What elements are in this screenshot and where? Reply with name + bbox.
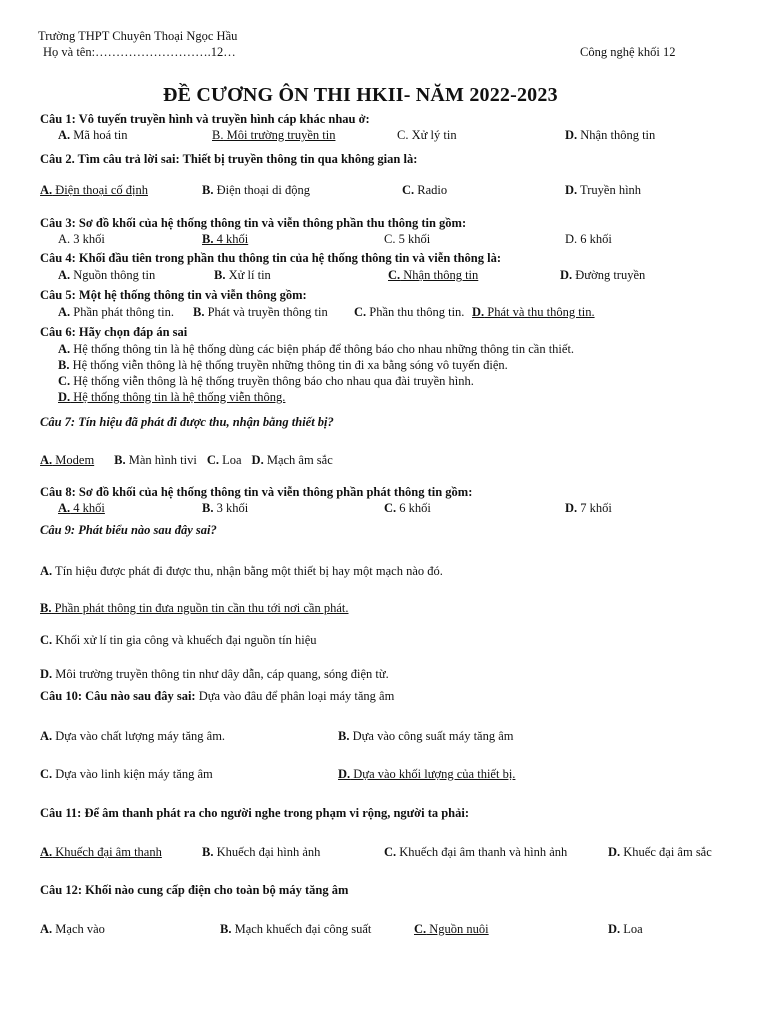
q8-option-b: B. 3 khối: [202, 501, 249, 515]
q5-option-a: A. Phần phát thông tin.: [58, 305, 174, 319]
q3-option-a: A. 3 khối: [58, 232, 105, 246]
question-9: Câu 9: Phát biểu nào sau đây sai?: [40, 523, 217, 537]
q4-option-a: A. Nguồn thông tin: [58, 268, 156, 282]
q10-option-a: A. Dựa vào chất lượng máy tăng âm.: [40, 729, 226, 743]
q9-option-b: B. Phần phát thông tin đưa nguồn tin cần thu tới nơi cần phát.: [40, 601, 349, 615]
question-1: Câu 1: Vô tuyến truyền hình và truyền hình cáp khác nhau ở:: [40, 112, 370, 126]
q5-option-c: C. Phần thu thông tin.: [354, 305, 465, 319]
q4-option-b: B. Xử lí tin: [214, 268, 271, 282]
q2-option-a: A. Điện thoại cố định: [40, 183, 148, 197]
q2-option-d: D. Truyền hình: [565, 183, 642, 197]
q1-option-b: B. Môi trường truyền tin: [212, 128, 336, 142]
question-8: Câu 8: Sơ đồ khối của hệ thống thông tin và viễn thông phần phát thông tin gồm:: [40, 485, 473, 499]
q12-option-c: C. Nguồn nuôi: [414, 922, 489, 936]
question-11: Câu 11: Để âm thanh phát ra cho người nghe trong phạm vi rộng, người ta phải:: [40, 806, 470, 820]
question-3: Câu 3: Sơ đồ khối của hệ thống thông tin và viễn thông phần thu thông tin gồm:: [40, 216, 467, 230]
q12-option-a: A. Mạch vào: [40, 922, 105, 936]
q9-option-a: A. Tín hiệu được phát đi được thu, nhận bằng một thiết bị hay một mạch nào đó.: [40, 564, 443, 578]
page-title: ĐỀ CƯƠNG ÔN THI HKII- NĂM 2022-2023: [163, 84, 558, 106]
q1-option-c: C. Xử lý tin: [397, 128, 457, 142]
q10-option-c: C. Dựa vào linh kiện máy tăng âm: [40, 767, 213, 781]
q5-option-b: B. Phát và truyền thông tin: [193, 305, 328, 319]
q1-option-a: A. Mã hoá tin: [58, 128, 128, 142]
q6-option-b: B. Hệ thống viễn thông là hệ thống truyền những thông tin đi xa bằng sóng vô tuyến điện.: [58, 358, 508, 372]
question-4: Câu 4: Khối đầu tiên trong phần thu thông tin của hệ thống thông tin và viễn thông là:: [40, 251, 501, 265]
q2-option-c: C. Radio: [402, 183, 448, 197]
q8-option-a: A. 4 khối: [58, 501, 105, 515]
q2-option-b: B. Điện thoại di động: [202, 183, 310, 197]
q1-option-d: D. Nhận thông tin: [565, 128, 656, 142]
q12-option-d: D. Loa: [608, 922, 643, 936]
q8-option-c: C. 6 khối: [384, 501, 431, 515]
q11-option-b: B. Khuếch đại hình ảnh: [202, 845, 321, 859]
question-2: Câu 2. Tìm câu trả lời sai: Thiết bị truyền thông tin qua không gian là:: [40, 152, 418, 166]
q10-option-b: B. Dựa vào công suất máy tăng âm: [338, 729, 514, 743]
question-6: Câu 6: Hãy chọn đáp án sai: [40, 325, 188, 339]
q6-option-a: A. Hệ thống thông tin là hệ thống dùng các biện pháp để thông báo cho nhau những thông tin cần thiết.: [58, 342, 575, 356]
subject-grade: Công nghệ khối 12: [580, 45, 676, 59]
q3-option-b: B. 4 khối: [202, 232, 249, 246]
q11-option-a: A. Khuếch đại âm thanh: [40, 845, 162, 859]
q11-option-c: C. Khuếch đại âm thanh và hình ảnh: [384, 845, 568, 859]
q9-option-d: D. Môi trường truyền thông tin như dây dẫn, cáp quang, sóng điện từ.: [40, 667, 389, 681]
question-7: Câu 7: Tín hiệu đã phát đi được thu, nhận bằng thiết bị?: [40, 415, 334, 429]
q10-option-d: D. Dựa vào khối lượng của thiết bị.: [338, 767, 516, 781]
q6-option-d: D. Hệ thống thông tin là hệ thống viễn thông.: [58, 390, 286, 404]
q5-option-d: D. Phát và thu thông tin.: [472, 305, 595, 319]
q11-option-d: D. Khuếc đại âm sắc: [608, 845, 712, 859]
q3-option-d: D. 6 khối: [565, 232, 612, 246]
q6-option-c: C. Hệ thống viễn thông là hệ thống truyền thông báo cho nhau qua đài truyền hình.: [58, 374, 474, 388]
q7-options: A. Modem B. Màn hình tivi C. Loa D. Mạch âm sắc: [40, 453, 333, 467]
question-5: Câu 5: Một hệ thống thông tin và viễn thông gồm:: [40, 288, 307, 302]
question-10: Câu 10: Câu nào sau đây sai: Dựa vào đâu để phân loại máy tăng âm: [40, 689, 395, 703]
q4-option-d: D. Đường truyền: [560, 268, 646, 282]
q12-option-b: B. Mạch khuếch đại công suất: [220, 922, 372, 936]
q3-option-c: C. 5 khối: [384, 232, 431, 246]
student-name-line: Họ và tên:……………………….12…: [43, 45, 236, 59]
q4-option-c: C. Nhận thông tin: [388, 268, 479, 282]
q8-option-d: D. 7 khối: [565, 501, 612, 515]
question-12: Câu 12: Khối nào cung cấp điện cho toàn bộ máy tăng âm: [40, 883, 349, 897]
q9-option-c: C. Khối xử lí tin gia công và khuếch đại nguồn tín hiệu: [40, 633, 317, 647]
school-name: Trường THPT Chuyên Thoại Ngọc Hầu: [38, 29, 238, 43]
